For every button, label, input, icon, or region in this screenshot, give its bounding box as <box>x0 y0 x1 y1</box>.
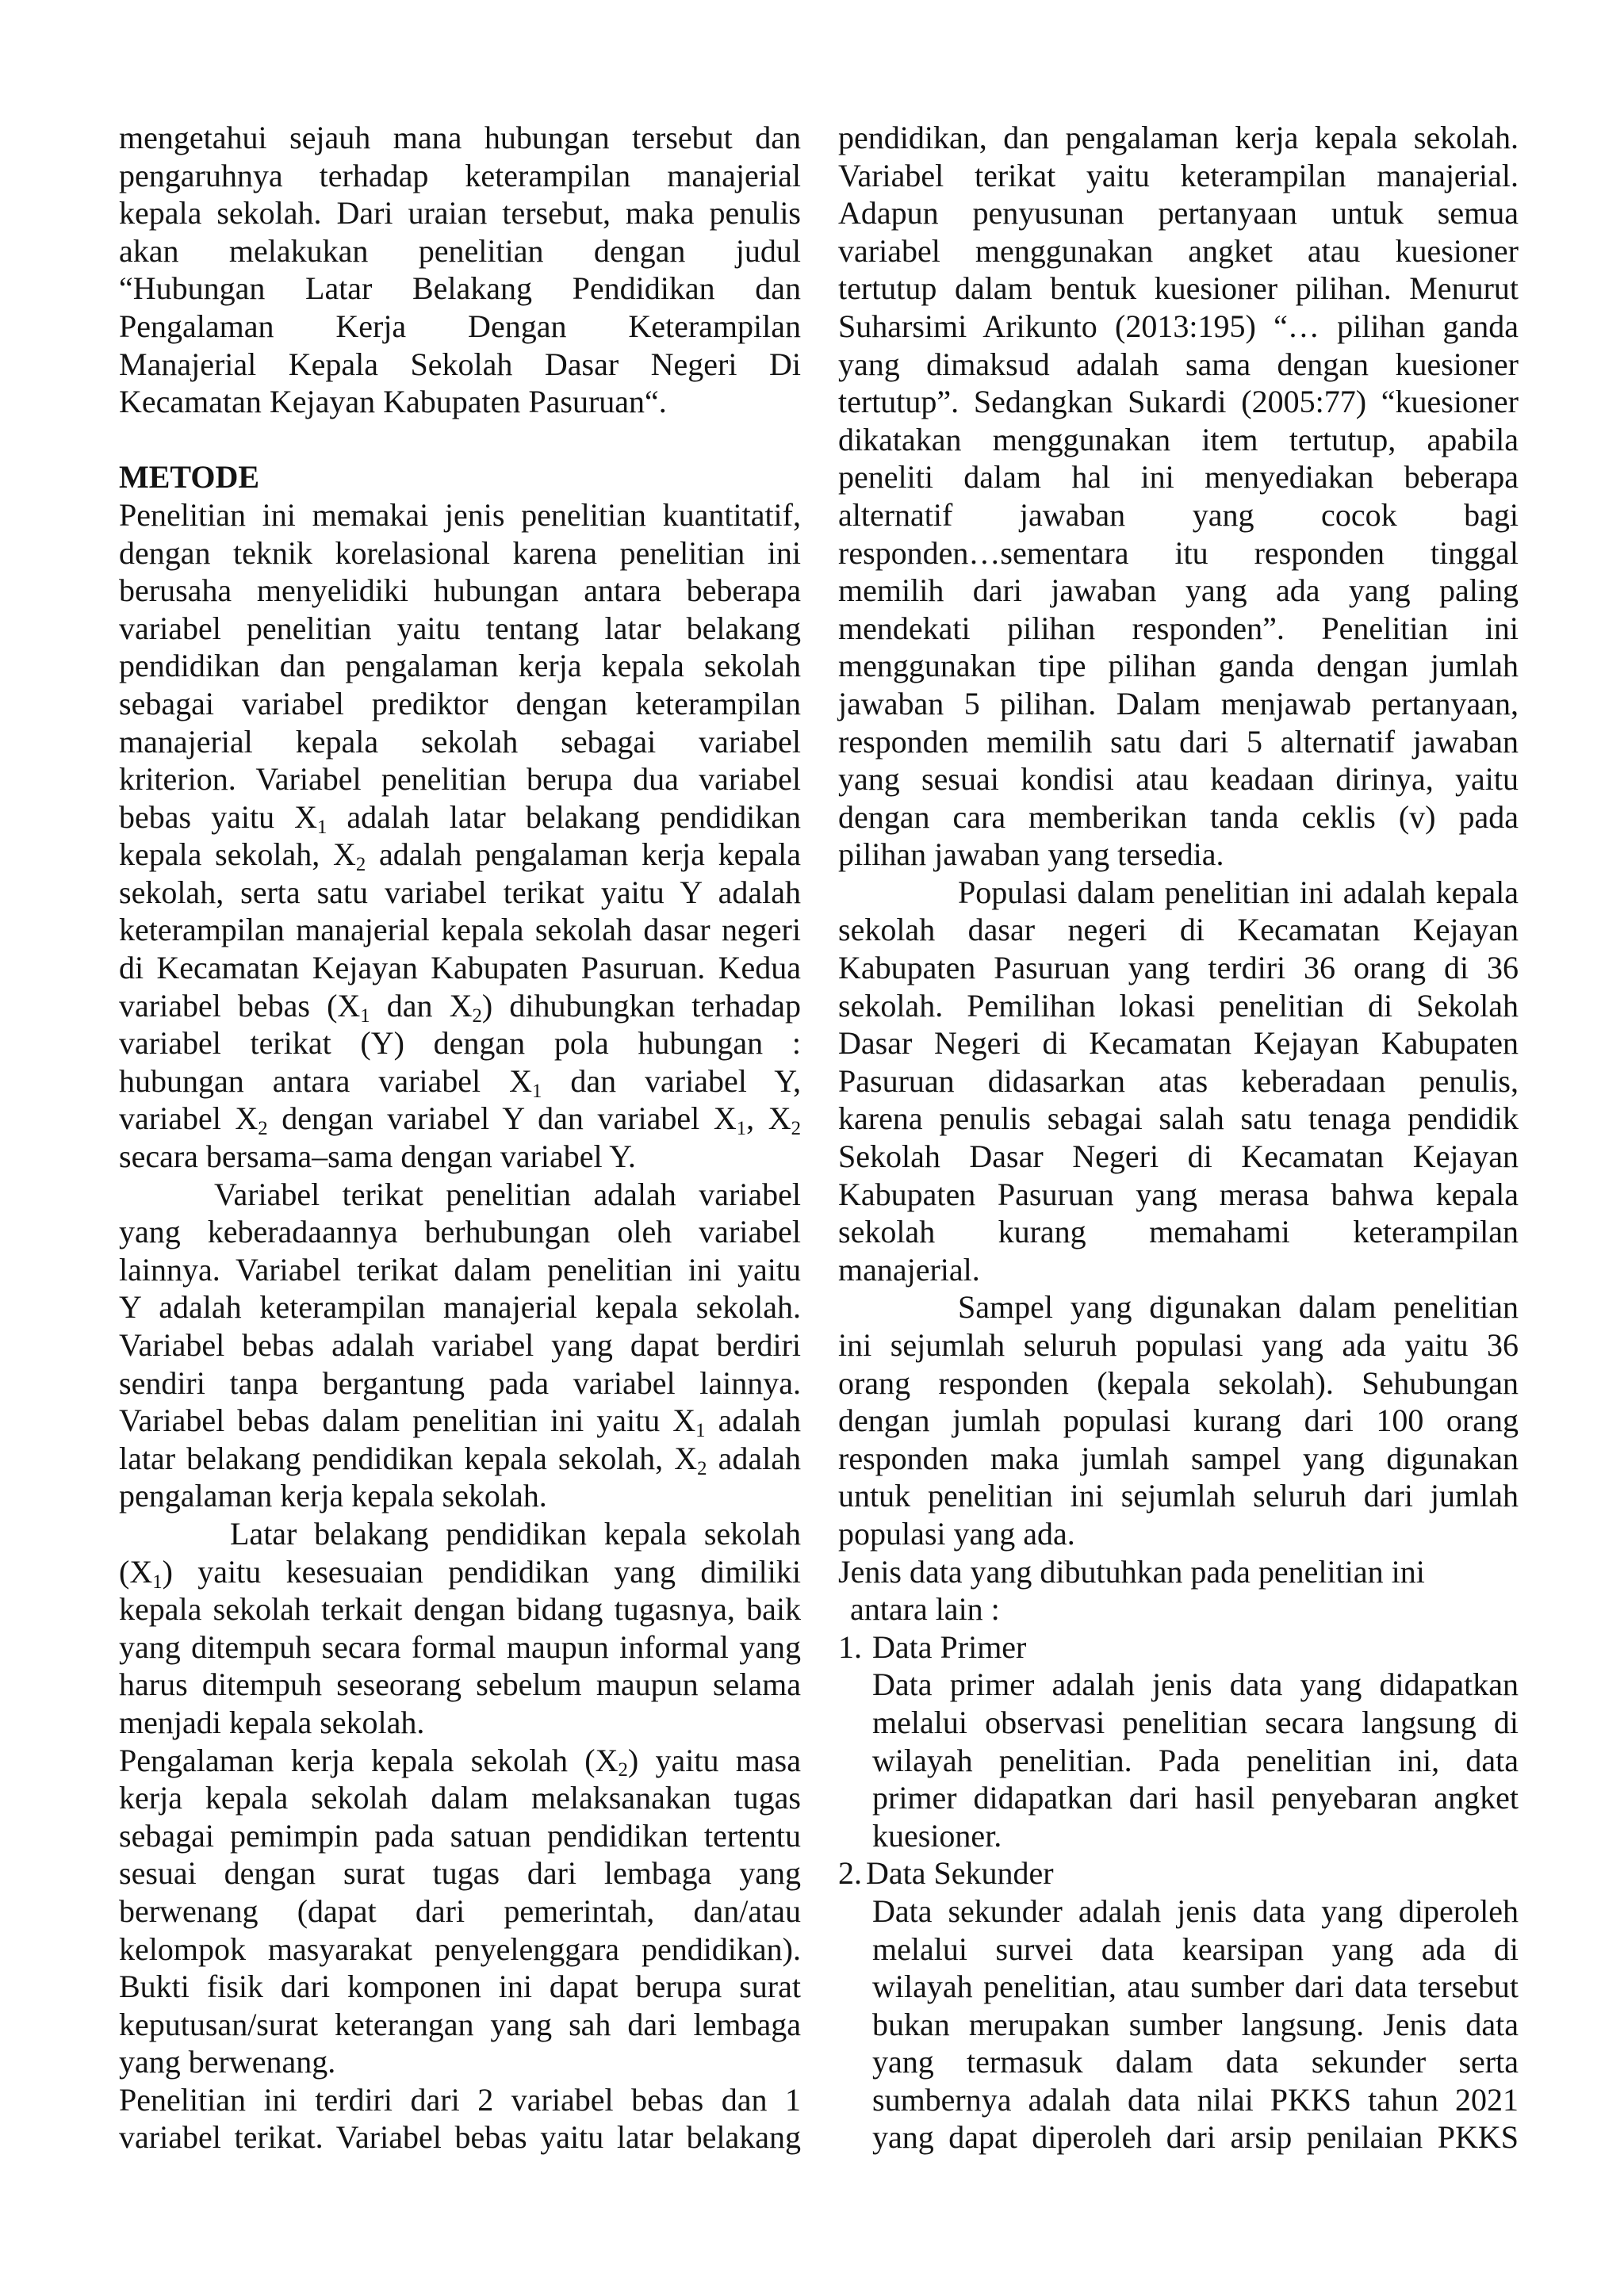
subscript: 1 <box>736 1118 747 1140</box>
subscript: 2 <box>791 1118 801 1140</box>
text-line: kelompok masyarakat penyelenggara pendidikan). <box>119 1931 801 1967</box>
subscript: 1 <box>531 1080 542 1102</box>
subscript: 2 <box>258 1118 268 1140</box>
sampel-paragraph <box>838 1288 1519 1552</box>
text-line: kriterion. Variabel penelitian berupa dua variabel <box>119 761 801 798</box>
text-line: akan melakukan penelitian dengan judul <box>119 232 801 269</box>
subscript: 2 <box>472 1004 482 1027</box>
text-line: bukan merupakan sumber langsung. Jenis data <box>872 2006 1519 2042</box>
text-line: sekolah. Pemilihan lokasi penelitian di Sekolah <box>838 987 1519 1024</box>
text-line: Pengalaman Kerja Dengan Keterampilan <box>119 308 801 344</box>
text-line: primer didapatkan dari hasil penyebaran angket <box>872 1780 1519 1816</box>
populasi-paragraph <box>838 874 1519 1289</box>
text-line: responden maka jumlah sampel yang digunakan <box>838 1440 1519 1476</box>
subscript: 1 <box>152 1571 163 1593</box>
subscript: 1 <box>316 816 327 838</box>
text-line: variabel menggunakan angket atau kuesioner <box>838 232 1519 269</box>
text-line: mendekati pilihan responden”. Penelitian ini <box>838 610 1519 646</box>
text-line: kepala sekolah terkait dengan bidang tugasnya, baik <box>119 1591 801 1628</box>
list-item-data-sekunder <box>838 1854 1519 2156</box>
text-line: melalui survei data kearsipan yang ada di <box>872 1931 1519 1967</box>
subscript: 1 <box>695 1420 706 1442</box>
subscript: 2 <box>618 1759 628 1781</box>
text-line: Data primer adalah jenis data yang didapatkan <box>872 1667 1519 1703</box>
text-line: Pengalaman kerja kepala sekolah $(X_2)$ yaitu masa <box>119 1742 801 1781</box>
text-line: sekolah, serta satu variabel terikat yaitu Y adalah <box>119 874 801 910</box>
text-line: populasi yang ada. <box>838 1515 1075 1552</box>
text-line: Variabel terikat yaitu keterampilan manajerial. <box>838 157 1519 193</box>
text-line: yang berwenang. <box>119 2044 336 2080</box>
text-line: memilih dari jawaban yang ada yang paling <box>838 572 1519 609</box>
left-column <box>119 119 801 2156</box>
text-line: sekolah dasar negeri di Kecamatan Kejayan <box>838 912 1519 948</box>
right-column <box>838 119 1519 2156</box>
text-line: kuesioner. <box>872 1817 1002 1854</box>
text-line: pendidikan dan pengalaman kerja kepala sekolah <box>119 648 801 684</box>
list-label-text: Data Primer <box>872 1628 1027 1665</box>
text-line: karena penulis sebagai salah satu tenaga pendidik <box>838 1100 1519 1137</box>
text-line: yang dapat diperoleh dari arsip penilaian PKKS <box>872 2119 1519 2156</box>
text-line: sumbernya adalah data nilai PKKS tahun 2021 <box>872 2081 1519 2118</box>
text-line: dengan teknik korelasional karena penelitian ini <box>119 534 801 571</box>
text-line: Latar belakang pendidikan kepala sekolah <box>230 1515 801 1552</box>
text-line: Variabel bebas dalam penelitian ini yaitu $X_1$ adalah <box>119 1402 801 1442</box>
text-line: dengan jumlah populasi kurang dari 100 orang <box>838 1402 1519 1439</box>
text-line: Populasi dalam penelitian ini adalah kepala <box>958 874 1519 910</box>
text-line: Sampel yang digunakan dalam penelitian <box>958 1289 1519 1326</box>
jenis-data-paragraph <box>838 1553 1519 1628</box>
text-line: pendidikan, dan pengalaman kerja kepala sekolah. <box>838 120 1519 155</box>
list-item-title <box>838 1854 1519 1892</box>
text-line: Y adalah keterampilan manajerial kepala sekolah. <box>119 1289 801 1326</box>
text-line: Data sekunder adalah jenis data yang diperoleh <box>872 1892 1519 1929</box>
text-line: sendiri tanpa bergantung pada variabel lainnya. <box>119 1364 801 1401</box>
text-line: dikatakan menggunakan item tertutup, apabila <box>838 421 1519 457</box>
text-line: yang termasuk dalam data sekunder serta <box>872 2044 1519 2080</box>
text-line: Kecamatan Kejayan Kabupaten Pasuruan“. <box>119 384 667 420</box>
metode-paragraph-1 <box>119 496 801 1176</box>
text-line: antara lain : <box>850 1591 1000 1628</box>
text-line: Kabupaten Pasuruan yang merasa bahwa kepala <box>838 1176 1519 1212</box>
text-line: yang sesuai kondisi atau keadaan dirinya, yaitu <box>838 761 1519 798</box>
text-line: kepala sekolah, $X_2$ adalah pengalaman kerja kepala <box>119 836 802 876</box>
continued-paragraph <box>838 119 1519 874</box>
text-line: manajerial. <box>838 1251 980 1288</box>
text-line: latar belakang pendidikan kepala sekolah, $X_2$ adalah <box>119 1440 802 1479</box>
text-line: variabel $X_2$ dengan variabel Y dan variabel $X_1$, $X_2$ <box>119 1100 801 1140</box>
metode-paragraph-3 <box>119 1515 801 1742</box>
text-line: dengan cara memberikan tanda ceklis (v) pada <box>838 798 1519 835</box>
text-line: ini sejumlah seluruh populasi yang ada yaitu 36 <box>838 1327 1519 1363</box>
text-line: sebagai pemimpin pada satuan pendidikan tertentu <box>119 1817 801 1854</box>
text-line: Kabupaten Pasuruan yang terdiri 36 orang di 36 <box>838 950 1519 986</box>
text-line: alternatif jawaban yang cocok bagi <box>838 496 1519 533</box>
text-line: melalui observasi penelitian secara langsung di <box>872 1704 1519 1740</box>
text-line: wilayah penelitian, atau sumber dari data tersebut <box>872 1969 1519 2005</box>
text-line: orang responden (kepala sekolah). Sehubungan <box>838 1364 1519 1401</box>
text-line: secara bersama–sama dengan variabel Y. <box>119 1138 636 1175</box>
text-line: variabel terikat. Variabel bebas yaitu latar belakang <box>119 2119 801 2156</box>
text-line: sekolah kurang memahami keterampilan <box>838 1214 1519 1250</box>
text-line: keterampilan manajerial kepala sekolah dasar negeri <box>119 912 801 948</box>
text-line: tertutup dalam bentuk kuesioner pilihan. Menurut <box>838 270 1519 307</box>
metode-paragraph-4 <box>119 1742 801 2081</box>
text-line: sesuai dengan surat tugas dari lembaga yang <box>119 1855 801 1892</box>
text-line: responden memilih satu dari 5 alternatif jawaban <box>838 723 1519 760</box>
text-line: peneliti dalam hal ini menyediakan beberapa <box>838 459 1519 496</box>
text-line: menjadi kepala sekolah. <box>119 1704 425 1740</box>
text-line: $(X_1)$ yaitu kesesuaian pendidikan yang dimiliki <box>119 1553 801 1593</box>
text-line: tertutup”. Sedangkan Sukardi (2005:77) “kuesioner <box>838 384 1519 420</box>
text-line: variabel terikat (Y) dengan pola hubungan : <box>119 1025 801 1062</box>
text-line: Adapun penyusunan pertanyaan untuk semua <box>838 195 1519 232</box>
list-item-title <box>838 1628 1519 1667</box>
text-line: Pasuruan didasarkan atas keberadaan penulis, <box>838 1062 1519 1099</box>
text-line: yang dimaksud adalah sama dengan kuesioner <box>838 346 1519 382</box>
text-line: variabel bebas ($X_1$ dan $X_2$) dihubungkan terhadap <box>119 987 801 1027</box>
text-line: Bukti fisik dari komponen ini dapat berupa surat <box>119 1969 801 2005</box>
text-line: Variabel terikat penelitian adalah variabel <box>214 1176 801 1212</box>
text-line: kepala sekolah. Dari uraian tersebut, maka penulis <box>119 195 801 232</box>
list-number: 2. <box>838 1855 862 1892</box>
metode-paragraph-5 <box>119 2081 801 2156</box>
text-line: mengetahui sejauh mana hubungan tersebut dan <box>119 120 801 155</box>
text-line: Sekolah Dasar Negeri di Kecamatan Kejayan <box>838 1138 1519 1175</box>
text-line: kerja kepala sekolah dalam melaksanakan tugas <box>119 1780 801 1816</box>
list-label-text: Data Sekunder <box>866 1855 1054 1892</box>
text-line: keputusan/surat keterangan yang sah dari lembaga <box>119 2006 801 2042</box>
text-line: pilihan jawaban yang tersedia. <box>838 836 1224 873</box>
text-line: lainnya. Variabel terikat dalam penelitian ini yaitu <box>119 1251 801 1288</box>
text-line: Penelitian ini memakai jenis penelitian kuantitatif, <box>119 496 801 533</box>
text-line: yang keberadaannya berhubungan oleh variabel <box>119 1214 801 1250</box>
text-line: Penelitian ini terdiri dari 2 variabel bebas dan 1 <box>119 2081 801 2118</box>
text-line: manajerial kepala sekolah sebagai variabel <box>119 723 801 760</box>
text-line: untuk penelitian ini sejumlah seluruh dari jumlah <box>838 1478 1519 1514</box>
text-line: berusaha menyelidiki hubungan antara beberapa <box>119 572 801 609</box>
text-line: harus ditempuh seseorang sebelum maupun selama <box>119 1667 801 1703</box>
section-heading-metode: METODE <box>119 459 260 496</box>
text-line: Manajerial Kepala Sekolah Dasar Negeri Di <box>119 346 801 382</box>
text-line: responden…sementara itu responden tinggal <box>838 534 1519 571</box>
subscript: 2 <box>697 1457 707 1479</box>
text-line: hubungan antara variabel $X_1$ dan variabel Y, <box>119 1062 801 1102</box>
subscript: 2 <box>355 854 366 876</box>
metode-paragraph-2 <box>119 1176 801 1515</box>
intro-paragraph <box>119 119 801 421</box>
text-line: di Kecamatan Kejayan Kabupaten Pasuruan. Kedua <box>119 950 801 986</box>
text-line: Dasar Negeri di Kecamatan Kejayan Kabupaten <box>838 1025 1519 1062</box>
list-item-data-primer <box>838 1628 1519 1855</box>
text-line: Variabel bebas adalah variabel yang dapat berdiri <box>119 1327 801 1363</box>
text-line: pengaruhnya terhadap keterampilan manajerial <box>119 157 801 193</box>
text-line: bebas yaitu $X_1$ adalah latar belakang pendidikan <box>119 798 801 838</box>
text-line: sebagai variabel prediktor dengan keterampilan <box>119 685 801 721</box>
text-line: Suharsimi Arikunto (2013:195) “… pilihan ganda <box>838 308 1519 344</box>
text-line: menggunakan tipe pilihan ganda dengan jumlah <box>838 648 1519 684</box>
list-item-body <box>872 1666 1519 1854</box>
text-line: yang ditempuh secara formal maupun informal yang <box>119 1628 801 1665</box>
text-line: “Hubungan Latar Belakang Pendidikan dan <box>119 270 801 307</box>
text-line: pengalaman kerja kepala sekolah. <box>119 1478 547 1514</box>
subscript: 1 <box>360 1004 370 1027</box>
list-item-body <box>872 1892 1519 2156</box>
text-line: variabel penelitian yaitu tentang latar belakang <box>119 610 801 646</box>
text-line: Jenis data yang dibutuhkan pada penelitian ini <box>838 1553 1425 1590</box>
text-line: jawaban 5 pilihan. Dalam menjawab pertanyaan, <box>838 685 1519 721</box>
text-line: berwenang (dapat dari pemerintah, dan/atau <box>119 1892 801 1929</box>
list-number: 1. <box>838 1628 862 1665</box>
text-line: wilayah penelitian. Pada penelitian ini, data <box>872 1742 1519 1778</box>
